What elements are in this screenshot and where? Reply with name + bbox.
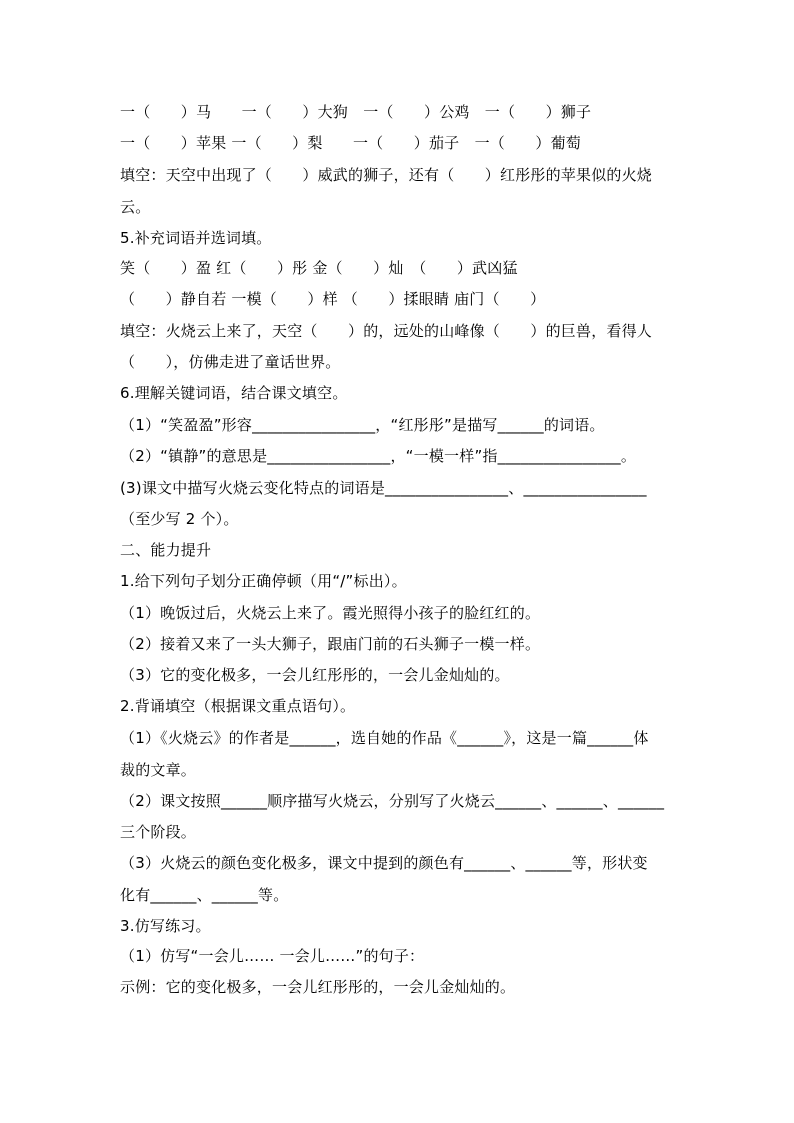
question-3-heading: 3.仿写练习。 xyxy=(120,917,211,935)
q6-item-3: (3)课文中描写火烧云变化特点的词语是________________、________________ xyxy=(120,479,647,497)
word-completion-row-2: （ ）静自若 一模（ ）样 （ ）揉眼睛 庙门（ ） xyxy=(120,290,546,308)
q2-item-1: （1）《火烧云》的作者是______，选自她的作品《______》，这是一篇______体 xyxy=(120,729,649,747)
q1-sentence-1: （1）晚饭过后，火烧云上来了。霞光照得小孩子的脸红红的。 xyxy=(120,604,541,622)
q6-item-3-continued: （至少写 2 个）。 xyxy=(120,510,239,528)
question-2-heading: 2.背诵填空（根据课文重点语句）。 xyxy=(120,697,356,715)
section-2-heading: 二、能力提升 xyxy=(120,541,212,559)
fill-sentence-2-line-2: （ ），仿佛走进了童话世界。 xyxy=(120,353,341,371)
question-5-heading: 5.补充词语并选词填。 xyxy=(120,229,272,247)
measure-word-row-2: 一（ ）苹果 一（ ）梨 一（ ）茄子 一（ ）葡萄 xyxy=(120,134,581,152)
q2-item-1-continued: 裁的文章。 xyxy=(120,761,197,779)
q1-sentence-2: （2）接着又来了一头大狮子，跟庙门前的石头狮子一模一样。 xyxy=(120,635,541,653)
word-completion-row-1: 笑（ ）盈 红（ ）彤 金（ ）灿 （ ）武凶猛 xyxy=(120,259,518,277)
q1-sentence-3: （3）它的变化极多，一会儿红彤彤的，一会儿金灿灿的。 xyxy=(120,666,510,684)
q6-item-1: （1）“笑盈盈”形容________________，“红彤彤”是描写______的词语。 xyxy=(120,416,605,434)
fill-sentence-line-2: 云。 xyxy=(120,198,151,216)
fill-sentence-2-line-1: 填空：火烧云上来了，天空（ ）的，远处的山峰像（ ）的巨兽，看得人 xyxy=(120,322,653,340)
q3-example: 示例：它的变化极多，一会儿红彤彤的，一会儿金灿灿的。 xyxy=(120,978,516,996)
question-6-heading: 6.理解关键词语，结合课文填空。 xyxy=(120,384,348,402)
fill-sentence-line-1: 填空：天空中出现了（ ）威武的狮子，还有（ ）红彤彤的苹果似的火烧 xyxy=(120,166,653,184)
q2-item-3-continued: 化有______、______等。 xyxy=(120,886,289,904)
question-1-heading: 1.给下列句子划分正确停顿（用“/”标出）。 xyxy=(120,572,407,590)
q6-item-2: （2）“镇静”的意思是________________，“一模一样”指________________。 xyxy=(120,447,637,465)
q3-item-1: （1）仿写“一会儿…… 一会儿……”的句子： xyxy=(120,947,425,965)
q2-item-2: （2）课文按照______顺序描写火烧云，分别写了火烧云______、______、______ xyxy=(120,792,665,810)
q2-item-2-continued: 三个阶段。 xyxy=(120,823,197,841)
q2-item-3: （3）火烧云的颜色变化极多，课文中提到的颜色有______、______等，形状变 xyxy=(120,854,648,872)
measure-word-row-1: 一（ ）马 一（ ）大狗 一（ ）公鸡 一（ ）狮子 xyxy=(120,103,592,121)
